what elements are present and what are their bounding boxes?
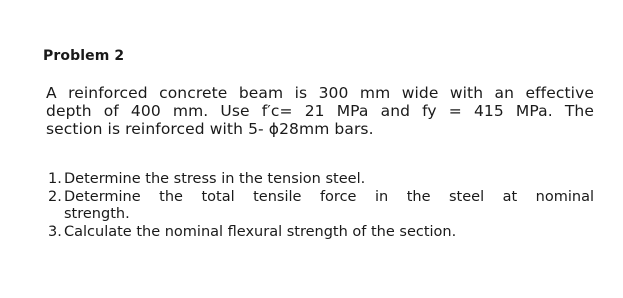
statement-line-3: section is reinforced with 5- ϕ28mm bars. bbox=[46, 120, 374, 138]
task-text: Determine the total tensile force in the steel at nominal bbox=[64, 188, 594, 205]
problem-statement bbox=[46, 84, 594, 138]
task-list bbox=[48, 171, 594, 241]
task-text-continued: strength. bbox=[64, 206, 130, 222]
task-text: Determine the stress in the tension steel. bbox=[64, 171, 366, 187]
task-text: Calculate the nominal flexural strength of the section. bbox=[64, 223, 457, 240]
statement-line-1: A reinforced concrete beam is 300 mm wide with an effective bbox=[46, 84, 594, 102]
task-number: 3. bbox=[48, 223, 62, 240]
task-item-2 bbox=[48, 189, 594, 224]
task-number: 2. bbox=[48, 188, 62, 205]
statement-line-2: depth of 400 mm. Use f′c= 21 MPa and fy = 415 MPa. The bbox=[46, 102, 594, 120]
task-item-3 bbox=[48, 224, 594, 242]
task-number: 1. bbox=[48, 171, 62, 187]
task-item-1 bbox=[48, 171, 594, 189]
problem-heading: Problem 2 bbox=[43, 48, 125, 64]
